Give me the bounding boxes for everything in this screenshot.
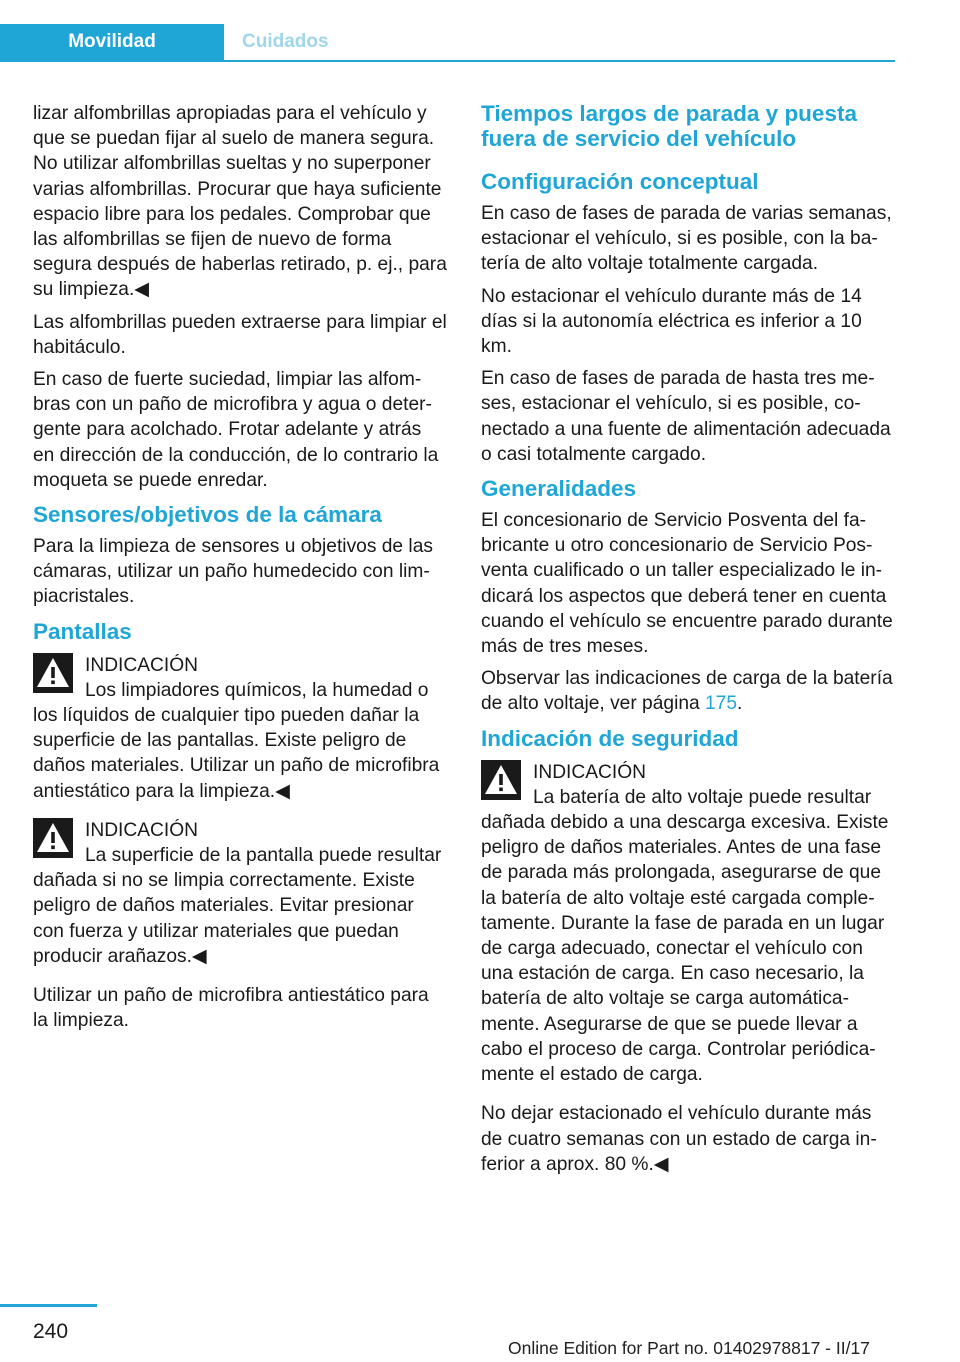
paragraph: El concesionario de Servicio Posventa del fabricante u otro concesionario de Servicio Posventa cualificado o un taller especializado le indicará los aspectos que deberá tener en cuenta cuando el vehículo se encuentre parado durante más de tres meses. <box>481 510 893 658</box>
heading-configuracion: Configuración conceptual <box>481 169 759 194</box>
paragraph: Para la limpieza de sensores u objetivos de las cámaras, utilizar un paño humedecido con limpiacristales. <box>33 536 433 608</box>
text: . <box>737 693 743 715</box>
warning-box <box>33 818 447 969</box>
paragraph <box>481 666 895 716</box>
paragraph: lizar alfombrillas apropiadas para el vehículo y que se puedan fijar al suelo de manera segura. No utilizar alfombrillas sueltas y no superponer varias alfombrillas. Procurar que haya suficiente espacio libre para los pedales. Comprobar que las alfombrillas se fijen de nuevo de forma segura después de haberlas retirado, p. ej., para su limpieza.◀ <box>33 103 447 301</box>
paragraph: Utilizar un paño de microfibra antiestático para la limpieza. <box>33 985 429 1032</box>
tab-movilidad-label: Movilidad <box>68 31 156 52</box>
paragraph: Las alfombrillas pueden extraerse para limpiar el habitáculo. <box>33 311 447 358</box>
edition-note: Online Edition for Part no. 01402978817 - II/17 <box>508 1338 870 1358</box>
paragraph: No dejar estacionado el vehículo durante más de cuatro semanas con un estado de carga inferior a aprox. 80 %.◀ <box>481 1103 877 1175</box>
page-number: 240 <box>33 1320 69 1343</box>
tab-cuidados[interactable]: Cuidados <box>242 31 329 52</box>
paragraph: En caso de fases de parada de hasta tres meses, estacionar el vehículo, si es posible, conectado a una fuente de alimentación adecuada o casi totalmente cargado. <box>481 368 891 465</box>
page-link-175[interactable]: 175 <box>705 693 738 715</box>
heading-sensores: Sensores/objetivos de la cámara <box>33 502 382 528</box>
warning-triangle-icon <box>33 653 73 693</box>
header-rule <box>224 60 895 62</box>
warning-box <box>481 760 895 1088</box>
right-column <box>481 101 895 1184</box>
left-column <box>33 101 447 1041</box>
paragraph: No estacionar el vehículo durante más de 14 días si la autonomía eléctrica es inferior a 10 km. <box>481 285 862 358</box>
heading-seguridad: Indicación de seguridad <box>481 725 739 751</box>
heading-pantallas: Pantallas <box>33 618 132 644</box>
warning-triangle-icon <box>33 818 73 858</box>
warning-text: Los limpiadores químicos, la humedad o los líquidos de cualquier tipo pueden dañar la superficie de las pantallas. Existe peligro de daños materiales. Utilizar un paño de microfibra antiestático para la limpieza.◀ <box>33 679 440 802</box>
tab-movilidad[interactable] <box>0 31 224 53</box>
warning-text: La superficie de la pantalla puede resultar dañada si no se limpia correctamente. Existe peligro de daños materiales. Evitar presionar con fuerza y utilizar materiales que puedan producir arañazos.◀ <box>33 845 442 967</box>
warning-title: INDICACIÓN <box>533 761 646 783</box>
warning-text: La batería de alto voltaje puede resultar dañada debido a una descarga excesiva. Existe peligro de daños materiales. Antes de una fase de parada más prolongada, asegurarse de que la batería de alto voltaje esté cargada completamente. Durante la fase de parada en un lugar de carga adecuado, conectar el vehículo con una estación de carga. En caso necesario, la batería de alto voltaje se carga automáticamente. Asegurarse de que se puede llevar a cabo el proceso de carga. Controlar periódicamente el estado de carga. <box>481 786 889 1086</box>
warning-title: INDICACIÓN <box>85 654 198 676</box>
warning-title: INDICACIÓN <box>85 819 198 841</box>
paragraph: En caso de fuerte suciedad, limpiar las alfombras con un paño de microfibra y agua o detergente para acolchado. Frotar adelante y atrás en dirección de la conducción, de lo contrario la moqueta se puede enredar. <box>33 369 439 491</box>
text: Observar las indicaciones de carga de la batería de alto voltaje, ver página <box>481 668 893 715</box>
paragraph: En caso de fases de parada de varias semanas, estacionar el vehículo, si es posible, con la batería de alto voltaje totalmente cargada. <box>481 203 892 275</box>
heading-generalidades: Generalidades <box>481 476 637 502</box>
heading-tiempos-largos: Tiempos largos de parada y puesta fuera de servicio del vehículo <box>481 101 857 151</box>
warning-box <box>33 653 447 804</box>
footer-rule <box>0 1304 97 1307</box>
warning-triangle-icon <box>481 760 521 800</box>
